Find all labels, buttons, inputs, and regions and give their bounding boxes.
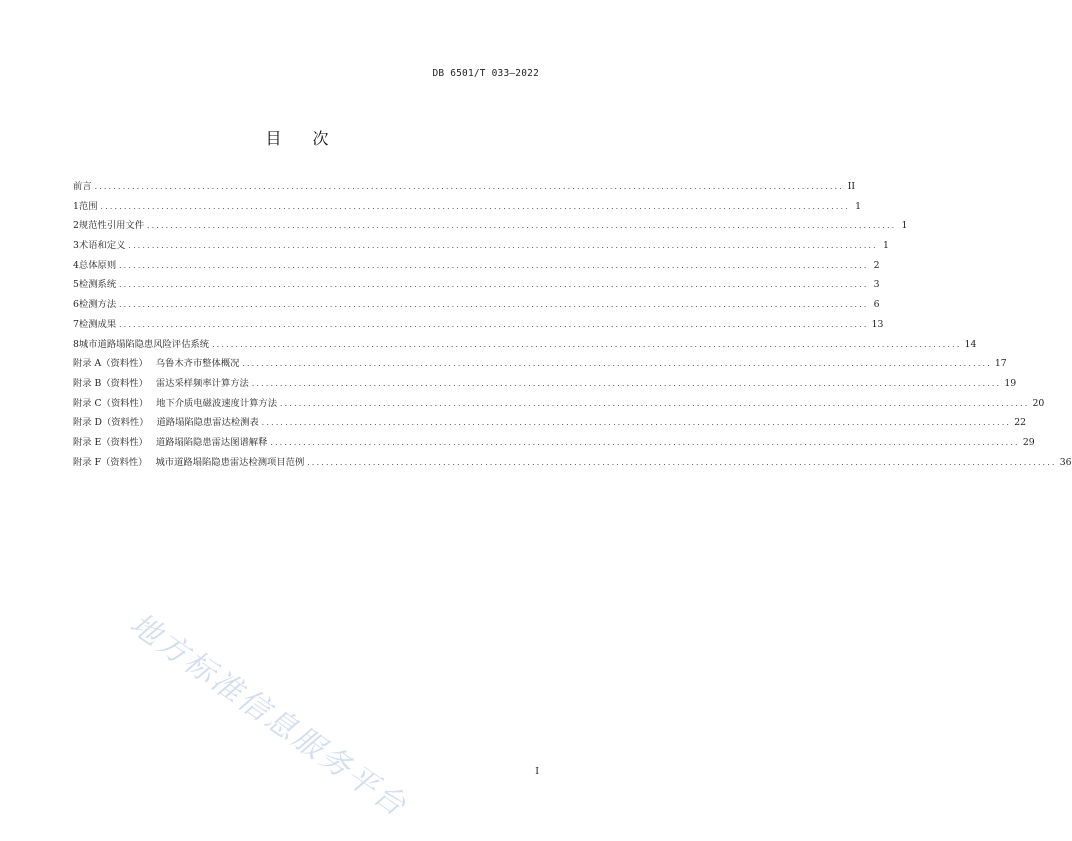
toc-leader-dots: ................................................................................................................................................................: [251, 378, 1002, 388]
toc-entry-number: 4: [73, 259, 79, 271]
toc-entry[interactable]: [73, 178, 856, 198]
toc-entry[interactable]: [73, 257, 880, 277]
toc-entry-page: 29: [1022, 436, 1035, 448]
toc-leader-dots: ................................................................................................................................................................: [100, 201, 850, 211]
toc-entry[interactable]: [73, 454, 1072, 474]
toc-entry-page: 6: [873, 299, 880, 311]
toc-appendix-label: 附录 B（资料性）: [73, 377, 148, 389]
toc-entry-page: 2: [873, 259, 880, 271]
toc-entry-number: 3: [73, 240, 79, 252]
toc-entry[interactable]: [73, 336, 977, 356]
toc-leader-dots: ................................................................................................................................................................: [280, 398, 1030, 408]
toc-entry-title: 雷达采样频率计算方法: [155, 377, 249, 389]
toc-appendix-label: 附录 D（资料性）: [73, 417, 149, 429]
toc-leader-dots: ................................................................................................................................................................: [119, 280, 869, 290]
toc-entry-number: 2: [73, 220, 79, 232]
title-char-2: 次: [312, 129, 330, 148]
toc-entry-title: 检测方法: [78, 299, 117, 311]
toc-entry-title: 检测成果: [78, 318, 117, 330]
toc-entry-number: 6: [73, 299, 79, 311]
toc-leader-dots: ................................................................................................................................................................: [212, 339, 962, 349]
toc-appendix-label: 附录 C（资料性）: [73, 397, 149, 409]
toc-entry[interactable]: [73, 355, 1007, 375]
toc-entry-page: 36: [1059, 456, 1072, 468]
toc-entry[interactable]: [73, 296, 880, 316]
toc-entry-page: 3: [873, 279, 880, 291]
page-number: I: [535, 766, 539, 777]
toc-leader-dots: ................................................................................................................................................................: [242, 359, 992, 369]
toc-entry-title: 范围: [78, 200, 98, 212]
toc-entry[interactable]: [73, 316, 884, 336]
toc-appendix-label: 附录 A（资料性）: [73, 358, 148, 370]
toc-entry[interactable]: [73, 434, 1035, 454]
toc-entry-title: 检测系统: [78, 279, 117, 291]
toc-entry-title: 乌鲁木齐市整体概况: [155, 358, 240, 370]
toc-entry-page: II: [847, 181, 856, 192]
toc-leader-dots: ................................................................................................................................................................: [261, 418, 1012, 428]
toc-entry-page: 1: [882, 240, 889, 252]
toc-entry[interactable]: [73, 217, 908, 237]
toc-entry-title: 前言: [73, 181, 92, 192]
toc-leader-dots: ................................................................................................................................................................: [270, 437, 1020, 447]
page-title: [0, 126, 595, 149]
watermark-text: 地方标准信息服务平台: [123, 606, 414, 825]
toc-entry-title: 地下介质电磁波速度计算方法: [156, 397, 278, 409]
title-char-1: 目: [265, 129, 283, 148]
toc-entry-page: 13: [871, 318, 884, 330]
toc-entry[interactable]: [73, 375, 1017, 395]
toc-entry[interactable]: [73, 414, 1027, 434]
toc-leader-dots: ................................................................................................................................................................: [94, 182, 845, 191]
toc-entry-number: 8: [73, 338, 79, 350]
table-of-contents: [73, 178, 1072, 473]
toc-entry-page: 1: [901, 220, 908, 232]
toc-leader-dots: ................................................................................................................................................................: [119, 260, 869, 270]
toc-leader-dots: ................................................................................................................................................................: [128, 241, 878, 251]
toc-entry-title: 规范性引用文件: [78, 220, 145, 232]
toc-entry-number: 1: [73, 200, 79, 212]
standard-code: DB 6501/T 033—2022: [432, 68, 539, 79]
toc-leader-dots: ................................................................................................................................................................: [119, 319, 869, 329]
toc-entry-number: 5: [73, 279, 79, 291]
toc-entry[interactable]: [73, 395, 1045, 415]
toc-entry-page: 1: [855, 200, 861, 212]
toc-leader-dots: ................................................................................................................................................................: [307, 457, 1057, 467]
toc-entry-title: 城市道路塌陷隐患风险评估系统: [78, 338, 210, 350]
toc-entry-number: 7: [73, 318, 79, 330]
toc-entry[interactable]: [73, 198, 861, 218]
toc-entry-page: 22: [1014, 417, 1027, 429]
toc-entry-page: 20: [1032, 397, 1045, 409]
toc-entry-title: 术语和定义: [78, 240, 126, 252]
toc-appendix-label: 附录 F（资料性）: [73, 456, 148, 468]
toc-entry-title: 城市道路塌陷隐患雷达检测项目范例: [155, 456, 305, 468]
toc-entry-page: 14: [964, 338, 977, 350]
toc-entry-title: 道路塌陷隐患雷达图谱解释: [155, 436, 268, 448]
toc-entry-title: 总体原则: [78, 259, 117, 271]
toc-entry-page: 19: [1004, 377, 1017, 389]
toc-entry[interactable]: [73, 237, 889, 257]
toc-entry-page: 17: [994, 358, 1007, 370]
toc-leader-dots: ................................................................................................................................................................: [147, 221, 897, 231]
toc-leader-dots: ................................................................................................................................................................: [119, 300, 869, 310]
toc-entry[interactable]: [73, 276, 880, 296]
toc-entry-title: 道路塌陷隐患雷达检测表: [156, 417, 259, 429]
toc-appendix-label: 附录 E（资料性）: [73, 436, 148, 448]
